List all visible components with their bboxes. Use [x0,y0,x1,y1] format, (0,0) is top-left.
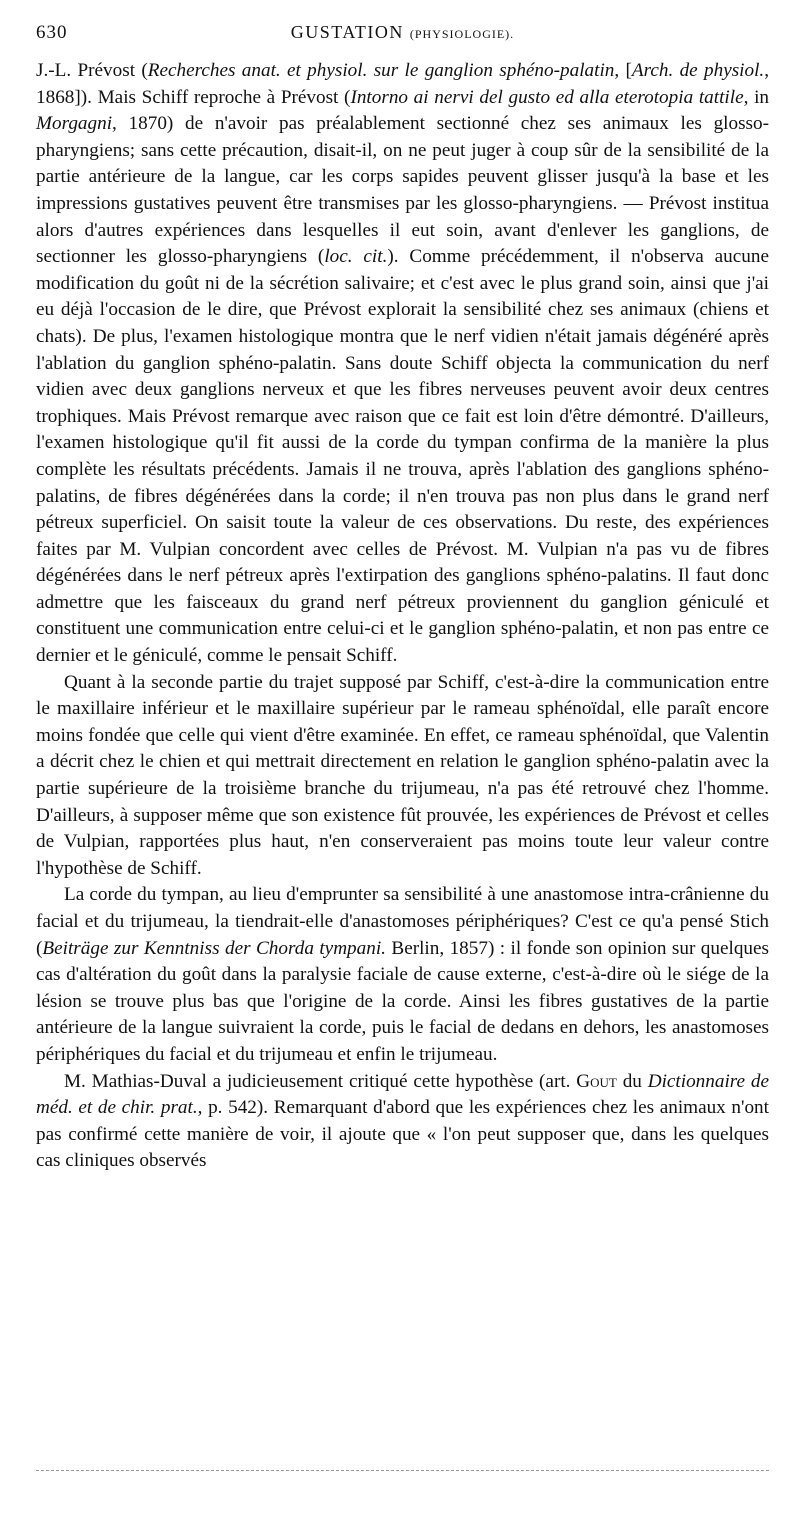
running-title-subtitle: (PHYSIOLOGIE). [409,27,515,41]
text-run: , 1868]). Mais Schiff reproche à Prévost ( [36,60,770,108]
italic-citation: Arch. de physiol. [631,60,765,81]
running-title [36,22,769,43]
italic-citation: Intorno ai nervi del gusto ed alla eterotopia tattile [350,86,744,108]
book-page [36,18,769,1175]
text-run: , p. 542). Remarquant d'abord que les expériences chez les animaux n'ont pas confirmé cette manière de voir, il ajoute que « l'on peut supposer que, dans les quelques cas cliniques observés [36,1097,769,1172]
paragraph [36,670,769,883]
body-text [36,58,769,1175]
paragraph [36,58,769,670]
text-run: J.-L. Prévost ( [36,60,148,81]
running-title-main: GUSTATION [290,22,404,42]
italic-citation: Morgagni [36,113,113,135]
text-run: , [ [614,60,632,81]
paragraph [36,882,769,1068]
text-run: , in [743,86,769,108]
italic-citation: Beiträge zur Kenntniss der Chorda tympani. [42,937,386,959]
small-caps-term: Gout [576,1070,617,1092]
text-run: ). Comme précédemment, il n'observa aucune modification du goût ni de la sécrétion salivaire; et c'est avec le plus grand soin, ainsi que j'ai eu déjà l'occasion de le dire, que Prévost explorait la sensibilité chez ses animaux (chiens et chats). De plus, l'examen histologique montra que le nerf vidien n'était jamais dégénéré après l'ablation du ganglion sphéno-palatin. Sans doute Schiff objecta la communication du nerf vidien avec deux ganglions nerveux et que les fibres nerveuses peuvent avoir deux centres trophiques. Mais Prévost remarque avec raison que ce fait est loin d'être démontré. D'ailleurs, l'examen histologique qu'il fit aussi de la corde du tympan confirma de la manière la plus complète les résultats précédents. Jamais il ne trouva, après l'ablation des ganglions sphéno-palatins, de fibres dégénérées dans la corde; il n'en trouva pas non plus dans le grand nerf pétreux superficiel. On saisit toute la valeur de ces observations. Du reste, des expériences faites par M. Vulpian concordent avec celles de Prévost. M. Vulpian n'a pas vu de fibres dégénérées dans le nerf pétreux après l'extirpation des ganglions sphéno-palatins. Il faut donc admettre que les faisceaux du grand nerf pétreux proviennent du ganglion géniculé et constituent une communication entre celui-ci et le ganglion sphéno-palatin, et non pas entre ce dernier et le géniculé, comme le pensait Schiff. [36,246,769,667]
paragraph [36,1069,769,1175]
italic-citation: Dictionnaire de méd. et de chir. prat. [36,1070,769,1119]
page-header [36,18,769,48]
italic-citation: Recherches anat. et physiol. sur le ganglion sphéno-palatin [147,60,615,81]
text-run: du [616,1070,648,1092]
text-run: Berlin, 1857) : il fonde son opinion sur quelques cas d'altération du goût dans la paralysie faciale de cause externe, c'est-à-dire où le siége de la lésion se trouve plus bas que l'origine de la corde. Ainsi les fibres gustatives de la partie antérieure de la langue suivraient la corde, puis le facial de dedans en dehors, les anastomoses périphériques du facial et du trijumeau et enfin le trijumeau. [36,937,769,1065]
bottom-rule [36,1470,769,1471]
italic-citation: loc. cit. [324,246,388,268]
text-run: La corde du tympan, au lieu d'emprunter sa sensibilité à une anastomose intra-crânienne du facial et du trijumeau, la tiendrait-elle d'anastomoses périphériques? C'est ce qu'a pensé Stich ( [36,884,769,959]
text-run: , 1870) de n'avoir pas préalablement sectionné chez ses animaux les glosso-pharyngiens; sans cette précaution, disait-il, on ne peut juger à coup sûr de la sensibilité de la partie antérieure de la langue, car les corps sapides peuvent glisser jusqu'à la base et les impressions gustatives peuvent être transmises par les glosso-pharyngiens. — Prévost institua alors d'autres expériences dans lesquelles il eut soin, avant d'enlever les ganglions, de sectionner les glosso-pharyngiens ( [36,113,769,268]
text-run: Quant à la seconde partie du trajet supposé par Schiff, c'est-à-dire la communication entre le maxillaire inférieur et le maxillaire supérieur par le rameau sphénoïdal, elle paraît encore moins fondée que celle qui vient d'être examinée. En effet, ce rameau sphénoïdal, que Valentin a décrit chez le chien et qui mettrait directement en relation le ganglion sphéno-palatin avec la partie supérieure de la troisième branche du trijumeau, n'a pas été retrouvé chez l'homme. D'ailleurs, à supposer même que son existence fût prouvée, les expériences de Prévost et celles de Vulpian, rapportées plus haut, n'en conserveraient pas moins toute leur valeur contre l'hypothèse de Schiff. [36,671,769,879]
text-run: M. Mathias-Duval a judicieusement critiqué cette hypothèse (art. [64,1070,577,1092]
page-number: 630 [36,22,68,43]
